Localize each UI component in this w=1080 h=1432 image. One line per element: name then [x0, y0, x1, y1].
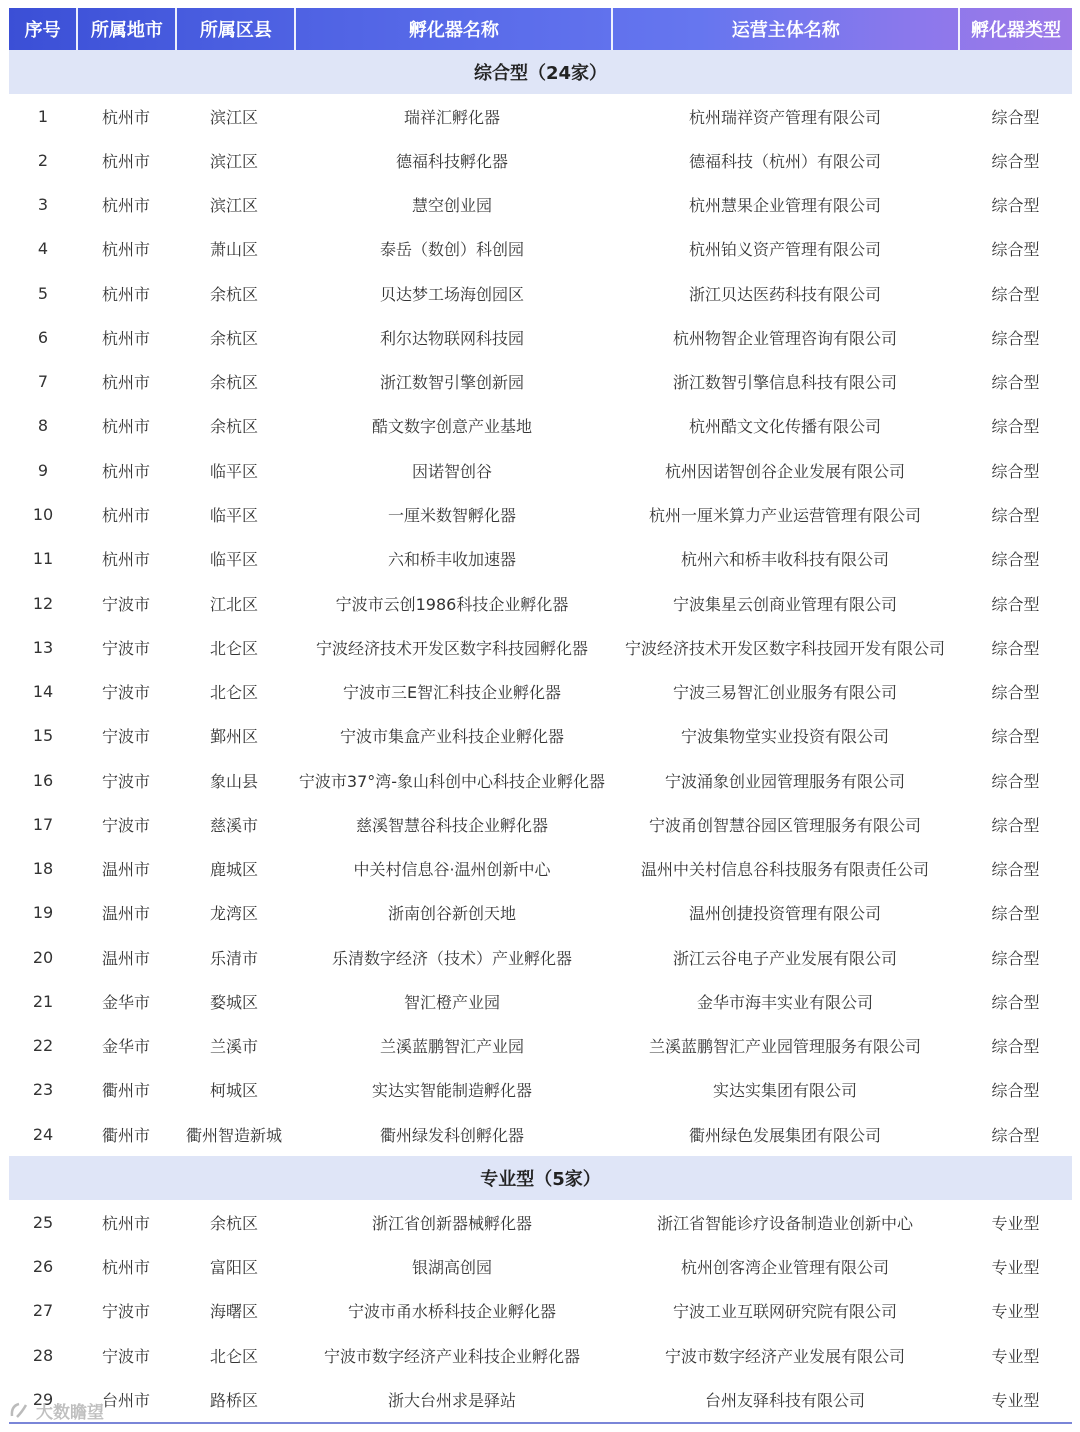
cell-district: 象山县: [209, 771, 258, 791]
cell-district: 滨江区: [209, 196, 258, 216]
cell-incubator-name: 浙江数智引擎创新园: [379, 373, 524, 393]
cell-district: 衢州智造新城: [185, 1125, 282, 1145]
cell-city: 杭州市: [101, 328, 150, 348]
watermark-logo-icon: [8, 1400, 30, 1422]
cell-district: 路桥区: [209, 1390, 258, 1410]
cell-operator-name: 杭州铂义资产管理有限公司: [688, 240, 881, 260]
table-row: [9, 315, 1072, 359]
cell-district: 鄞州区: [209, 727, 258, 747]
cell-operator-name: 德福科技（杭州）有限公司: [688, 151, 881, 171]
table-row: [9, 1112, 1072, 1156]
cell-incubator-name: 泰岳（数创）科创园: [379, 240, 524, 260]
cell-operator-name: 杭州六和桥丰收科技有限公司: [680, 550, 889, 570]
cell-district: 萧山区: [209, 240, 258, 260]
watermark: [8, 1398, 104, 1423]
cell-city: 杭州市: [101, 417, 150, 437]
cell-district: 北仑区: [209, 683, 258, 703]
cell-operator-name: 杭州因诺智创谷企业发展有限公司: [664, 461, 905, 481]
cell-incubator-type: 综合型: [991, 328, 1040, 348]
cell-incubator-type: 综合型: [991, 638, 1040, 658]
cell-operator-name: 宁波甬创智慧谷园区管理服务有限公司: [648, 815, 921, 835]
cell-city: 杭州市: [101, 1258, 150, 1278]
header-city: 所属地市: [78, 8, 177, 50]
cell-incubator-name: 慧空创业园: [411, 196, 492, 216]
cell-city: 杭州市: [101, 550, 150, 570]
cell-incubator-type: 综合型: [991, 284, 1040, 304]
cell-index: 9: [37, 460, 49, 480]
table-row: [9, 581, 1072, 625]
cell-index: 13: [32, 637, 54, 657]
cell-incubator-name: 因诺智创谷: [411, 461, 492, 481]
table-row: [9, 847, 1072, 891]
table-row: [9, 94, 1072, 138]
table-row: [9, 758, 1072, 802]
cell-incubator-type: 综合型: [991, 461, 1040, 481]
header-incubator-type: 孵化器类型: [971, 20, 1062, 41]
cell-incubator-name: 宁波市37°湾-象山科创中心科技企业孵化器: [298, 771, 606, 791]
cell-incubator-name: 六和桥丰收加速器: [387, 550, 516, 570]
cell-city: 金华市: [101, 1037, 150, 1057]
cell-incubator-type: 综合型: [991, 771, 1040, 791]
table-row: [9, 138, 1072, 182]
section-specialized-title: 专业型（5家）: [9, 1156, 1072, 1200]
cell-district: 北仑区: [209, 1346, 258, 1366]
cell-incubator-name: 中关村信息谷·温州创新中心: [353, 860, 551, 880]
cell-district: 乐清市: [209, 948, 258, 968]
cell-operator-name: 宁波工业互联网研究院有限公司: [672, 1302, 897, 1322]
cell-operator-name: 浙江云谷电子产业发展有限公司: [672, 948, 897, 968]
cell-index: 15: [32, 726, 54, 746]
cell-district: 柯城区: [209, 1081, 258, 1101]
cell-city: 宁波市: [101, 727, 150, 747]
header-index: 序号: [9, 8, 78, 50]
cell-incubator-type: 综合型: [991, 904, 1040, 924]
cell-incubator-type: 专业型: [991, 1346, 1040, 1366]
cell-incubator-type: 综合型: [991, 1037, 1040, 1057]
table-header: [9, 8, 1072, 50]
cell-incubator-type: 综合型: [991, 240, 1040, 260]
cell-incubator-type: 综合型: [991, 550, 1040, 570]
incubator-table: [9, 8, 1072, 1424]
cell-incubator-type: 综合型: [991, 151, 1040, 171]
cell-index: 4: [37, 239, 49, 259]
cell-index: 27: [32, 1301, 54, 1321]
table-row: [9, 1024, 1072, 1068]
section-comprehensive-title: 综合型（24家）: [9, 50, 1072, 94]
cell-incubator-type: 综合型: [991, 196, 1040, 216]
cell-index: 1: [37, 106, 49, 126]
header-district: 所属区县: [177, 8, 296, 50]
cell-district: 兰溪市: [209, 1037, 258, 1057]
cell-index: 10: [32, 505, 54, 525]
table-row: [9, 404, 1072, 448]
cell-district: 临平区: [209, 461, 258, 481]
cell-city: 杭州市: [101, 151, 150, 171]
header-incubator-name: 孵化器名称: [296, 8, 613, 50]
cell-operator-name: 衢州绿色发展集团有限公司: [688, 1125, 881, 1145]
cell-operator-name: 宁波集物堂实业投资有限公司: [680, 727, 889, 747]
table-row: [9, 979, 1072, 1023]
table-row: [9, 492, 1072, 536]
cell-operator-name: 杭州瑞祥资产管理有限公司: [688, 107, 881, 127]
cell-city: 杭州市: [101, 240, 150, 260]
cell-incubator-name: 衢州绿发科创孵化器: [379, 1125, 524, 1145]
cell-index: 19: [32, 903, 54, 923]
cell-operator-name: 浙江贝达医药科技有限公司: [688, 284, 881, 304]
cell-incubator-name: 慈溪智慧谷科技企业孵化器: [355, 815, 548, 835]
cell-incubator-type: 综合型: [991, 815, 1040, 835]
cell-city: 衢州市: [101, 1125, 150, 1145]
table-row: [9, 802, 1072, 846]
cell-city: 杭州市: [101, 506, 150, 526]
cell-index: 3: [37, 195, 49, 215]
cell-city: 金华市: [101, 992, 150, 1012]
cell-index: 12: [32, 593, 54, 613]
cell-operator-name: 宁波经济技术开发区数字科技园开发有限公司: [624, 638, 945, 658]
cell-operator-name: 温州创捷投资管理有限公司: [688, 904, 881, 924]
cell-city: 杭州市: [101, 196, 150, 216]
section-comprehensive-rows: [9, 94, 1072, 1156]
cell-district: 婺城区: [209, 992, 258, 1012]
cell-index: 21: [32, 991, 54, 1011]
cell-incubator-name: 一厘米数智孵化器: [387, 506, 516, 526]
table-row: [9, 935, 1072, 979]
cell-city: 杭州市: [101, 373, 150, 393]
cell-index: 11: [32, 549, 54, 569]
cell-incubator-name: 银湖高创园: [411, 1258, 492, 1278]
cell-incubator-type: 综合型: [991, 1081, 1040, 1101]
cell-index: 8: [37, 416, 49, 436]
cell-district: 龙湾区: [209, 904, 258, 924]
cell-index: 7: [37, 372, 49, 392]
cell-index: 25: [32, 1212, 54, 1232]
table-row: [9, 1333, 1072, 1377]
cell-index: 5: [37, 283, 49, 303]
cell-incubator-name: 瑞祥汇孵化器: [403, 107, 500, 127]
cell-operator-name: 杭州慧果企业管理有限公司: [688, 196, 881, 216]
table-row: [9, 183, 1072, 227]
cell-incubator-type: 综合型: [991, 373, 1040, 393]
cell-operator-name: 金华市海丰实业有限公司: [696, 992, 873, 1012]
cell-city: 台州市: [101, 1390, 150, 1410]
cell-index: 14: [32, 682, 54, 702]
cell-incubator-name: 宁波市云创1986科技企业孵化器: [335, 594, 569, 614]
cell-incubator-name: 浙南创谷新创天地: [387, 904, 516, 924]
cell-index: 23: [32, 1080, 54, 1100]
cell-index: 22: [32, 1036, 54, 1056]
cell-incubator-type: 专业型: [991, 1302, 1040, 1322]
watermark-text: 大数瞻望: [36, 1403, 104, 1423]
cell-city: 杭州市: [101, 107, 150, 127]
table-row: [9, 1068, 1072, 1112]
cell-city: 宁波市: [101, 683, 150, 703]
cell-operator-name: 实达实集团有限公司: [712, 1081, 857, 1101]
cell-incubator-name: 兰溪蓝鹏智汇产业园: [379, 1037, 524, 1057]
cell-incubator-name: 宁波经济技术开发区数字科技园孵化器: [315, 638, 588, 658]
cell-city: 宁波市: [101, 1346, 150, 1366]
cell-operator-name: 温州中关村信息谷科技服务有限责任公司: [640, 860, 929, 880]
cell-city: 宁波市: [101, 771, 150, 791]
cell-city: 杭州市: [101, 284, 150, 304]
cell-incubator-name: 宁波市甬水桥科技企业孵化器: [347, 1302, 556, 1322]
cell-district: 临平区: [209, 506, 258, 526]
cell-index: 2: [37, 150, 49, 170]
cell-incubator-type: 综合型: [991, 948, 1040, 968]
table-row: [9, 227, 1072, 271]
cell-incubator-type: 综合型: [991, 417, 1040, 437]
cell-incubator-name: 浙江省创新器械孵化器: [371, 1213, 532, 1233]
cell-operator-name: 宁波三易智汇创业服务有限公司: [672, 683, 897, 703]
cell-city: 温州市: [101, 904, 150, 924]
table-row: [9, 891, 1072, 935]
cell-incubator-name: 智汇橙产业园: [403, 992, 500, 1012]
cell-operator-name: 杭州一厘米算力产业运营管理有限公司: [648, 506, 921, 526]
cell-city: 宁波市: [101, 638, 150, 658]
cell-index: 16: [32, 770, 54, 790]
cell-operator-name: 台州友驿科技有限公司: [704, 1390, 865, 1410]
cell-district: 滨江区: [209, 107, 258, 127]
cell-index: 20: [32, 947, 54, 967]
table-row: [9, 360, 1072, 404]
cell-incubator-type: 综合型: [991, 683, 1040, 703]
cell-incubator-type: 综合型: [991, 727, 1040, 747]
cell-index: 28: [32, 1345, 54, 1365]
cell-operator-name: 宁波集星云创商业管理有限公司: [672, 594, 897, 614]
cell-incubator-type: 专业型: [991, 1213, 1040, 1233]
cell-district: 海曙区: [209, 1302, 258, 1322]
cell-city: 宁波市: [101, 815, 150, 835]
cell-operator-name: 宁波涌象创业园管理服务有限公司: [664, 771, 905, 791]
cell-incubator-name: 实达实智能制造孵化器: [371, 1081, 532, 1101]
cell-incubator-type: 综合型: [991, 860, 1040, 880]
cell-incubator-type: 综合型: [991, 506, 1040, 526]
cell-index: 17: [32, 814, 54, 834]
cell-district: 余杭区: [209, 284, 258, 304]
cell-district: 富阳区: [209, 1258, 258, 1278]
table-row: [9, 669, 1072, 713]
header-operator-name: 运营主体名称: [613, 8, 960, 50]
table-row: [9, 271, 1072, 315]
cell-operator-name: 杭州酷文文化传播有限公司: [688, 417, 881, 437]
cell-city: 杭州市: [101, 1213, 150, 1233]
cell-incubator-type: 专业型: [991, 1258, 1040, 1278]
cell-operator-name: 浙江数智引擎信息科技有限公司: [672, 373, 897, 393]
cell-incubator-name: 利尔达物联网科技园: [379, 328, 524, 348]
cell-district: 滨江区: [209, 151, 258, 171]
cell-district: 江北区: [209, 594, 258, 614]
cell-district: 慈溪市: [209, 815, 258, 835]
cell-incubator-type: 专业型: [991, 1390, 1040, 1410]
cell-incubator-name: 贝达梦工场海创园区: [379, 284, 524, 304]
table-row: [9, 1289, 1072, 1333]
cell-incubator-name: 宁波市集盒产业科技企业孵化器: [339, 727, 564, 747]
table-row: [9, 1245, 1072, 1289]
cell-city: 杭州市: [101, 461, 150, 481]
cell-incubator-type: 综合型: [991, 107, 1040, 127]
cell-incubator-name: 酷文数字创意产业基地: [371, 417, 532, 437]
cell-operator-name: 杭州创客湾企业管理有限公司: [680, 1258, 889, 1278]
cell-city: 温州市: [101, 860, 150, 880]
cell-index: 6: [37, 327, 49, 347]
table-bottom-border: [9, 1422, 1072, 1424]
cell-incubator-name: 德福科技孵化器: [395, 151, 508, 171]
cell-incubator-type: 综合型: [991, 594, 1040, 614]
cell-city: 宁波市: [101, 594, 150, 614]
cell-incubator-type: 综合型: [991, 992, 1040, 1012]
table-row: [9, 1200, 1072, 1244]
cell-district: 余杭区: [209, 417, 258, 437]
cell-operator-name: 浙江省智能诊疗设备制造业创新中心: [656, 1213, 913, 1233]
cell-incubator-name: 浙大台州求是驿站: [387, 1390, 516, 1410]
cell-district: 北仑区: [209, 638, 258, 658]
section-specialized-rows: [9, 1200, 1072, 1421]
cell-district: 鹿城区: [209, 860, 258, 880]
cell-incubator-name: 宁波市数字经济产业科技企业孵化器: [323, 1346, 580, 1366]
table-row: [9, 1377, 1072, 1421]
cell-district: 临平区: [209, 550, 258, 570]
cell-operator-name: 兰溪蓝鹏智汇产业园管理服务有限公司: [648, 1037, 921, 1057]
cell-district: 余杭区: [209, 1213, 258, 1233]
cell-operator-name: 杭州物智企业管理咨询有限公司: [672, 328, 897, 348]
table-row: [9, 625, 1072, 669]
table-row: [9, 714, 1072, 758]
cell-index: 26: [32, 1257, 54, 1277]
cell-city: 宁波市: [101, 1302, 150, 1322]
cell-district: 余杭区: [209, 328, 258, 348]
cell-incubator-name: 乐清数字经济（技术）产业孵化器: [331, 948, 572, 968]
cell-incubator-name: 宁波市三E智汇科技企业孵化器: [342, 683, 562, 703]
cell-city: 衢州市: [101, 1081, 150, 1101]
cell-incubator-type: 综合型: [991, 1125, 1040, 1145]
cell-district: 余杭区: [209, 373, 258, 393]
cell-index: 29: [32, 1389, 54, 1409]
table-row: [9, 537, 1072, 581]
cell-operator-name: 宁波市数字经济产业发展有限公司: [664, 1346, 905, 1366]
cell-city: 温州市: [101, 948, 150, 968]
table-row: [9, 448, 1072, 492]
cell-index: 24: [32, 1124, 54, 1144]
cell-index: 18: [32, 859, 54, 879]
